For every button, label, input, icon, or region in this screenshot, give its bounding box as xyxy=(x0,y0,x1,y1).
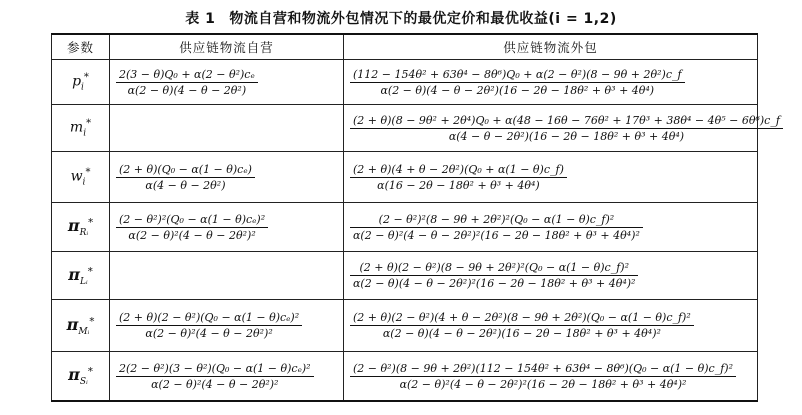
param-star: * xyxy=(83,71,89,83)
formula-numerator: (2 − θ²)²(8 − 9θ + 2θ²)²(Q₀ − α(1 − θ)c_f)² xyxy=(378,212,615,226)
formula-numerator: (2 + θ)(Q₀ − α(1 − θ)cₑ) xyxy=(119,162,252,176)
param-subscript: i xyxy=(81,82,84,93)
param-subscript: i xyxy=(83,128,87,139)
param-symbol: m xyxy=(69,119,84,136)
header-self-operated: 供应链物流自营 xyxy=(110,34,344,60)
formula-denominator: α(2 − θ)(4 − θ − 2θ²)²(16 − 2θ − 18θ² + θ³ + 4θ⁴)² xyxy=(353,277,636,290)
formula-denominator: α(2 − θ)(4 − θ − 2θ²)(16 − 2θ − 18θ² + θ³ + 4θ⁴)² xyxy=(382,327,661,340)
param-subscript: Sᵢ xyxy=(79,376,88,387)
param-subscript: Lᵢ xyxy=(79,276,88,287)
formula-fraction xyxy=(350,212,643,243)
self-operated-cell xyxy=(110,352,344,402)
formula-numerator: (2 + θ)(2 − θ²)(Q₀ − α(1 − θ)cₑ)² xyxy=(119,311,300,324)
table-row xyxy=(52,105,758,152)
param-star: * xyxy=(87,265,93,277)
param-symbol: π xyxy=(68,365,80,385)
formula-fraction xyxy=(350,260,638,291)
param-star: * xyxy=(88,217,94,229)
self-operated-cell xyxy=(110,203,344,252)
param-symbol: w xyxy=(70,168,83,185)
formula-denominator: α(2 − θ)²(4 − θ − 2θ²)² xyxy=(145,327,273,340)
table-row xyxy=(52,60,758,105)
results-table xyxy=(51,33,780,402)
param-cell xyxy=(52,300,110,352)
header-outsourced: 供应链物流外包 xyxy=(344,34,758,60)
param-star: * xyxy=(87,366,93,378)
outsourced-cell xyxy=(344,300,758,352)
table-title: 物流自营和物流外包情况下的最优定价和最优收益(i = 1,2) xyxy=(229,11,617,27)
formula-fraction xyxy=(350,310,694,341)
formula-numerator: (2 − θ²)(8 − 9θ + 2θ²)(112 − 154θ² + 63θ⁴ − 8θ⁶)(Q₀ − α(1 − θ)c_f)² xyxy=(353,361,733,375)
formula-numerator: (2 − θ²)²(Q₀ − α(1 − θ)cₑ)² xyxy=(119,212,266,226)
formula-numerator: (2 + θ)(8 − 9θ² + 2θ⁴)Q₀ + α(48 − 16θ − 76θ² + 17θ³ + 38θ⁴ − 4θ⁵ − 6θ⁶)c_f xyxy=(353,113,780,127)
formula-denominator: α(2 − θ)²(4 − θ − 2θ²)² xyxy=(151,377,279,391)
formula-numerator: (112 − 154θ² + 63θ⁴ − 8θ⁶)Q₀ + α(2 − θ²)(8 − 9θ + 2θ²)c_f xyxy=(353,67,682,81)
table-row xyxy=(52,152,758,203)
formula-denominator: α(4 − θ − 2θ²)(16 − 2θ − 18θ² + θ³ + 4θ⁴) xyxy=(448,129,685,143)
formula-numerator: 2(3 − θ)Q₀ + α(2 − θ²)cₑ xyxy=(119,67,255,81)
self-operated-cell xyxy=(110,60,344,105)
outsourced-cell xyxy=(344,252,758,300)
param-symbol: π xyxy=(67,216,80,236)
formula-denominator: α(2 − θ)²(4 − θ − 2θ²)² xyxy=(128,228,256,242)
table-number: 表 1 xyxy=(185,11,216,27)
param-cell xyxy=(52,252,110,300)
formula-denominator: α(16 − 2θ − 18θ² + θ³ + 4θ⁴) xyxy=(377,178,540,192)
header-param: 参数 xyxy=(52,34,110,60)
table-header-row xyxy=(52,34,758,60)
table-row xyxy=(52,252,758,300)
formula-denominator: α(2 − θ)(4 − θ − 2θ²)(16 − 2θ − 18θ² + θ³ + 4θ⁴) xyxy=(380,83,655,97)
formula-fraction xyxy=(116,212,268,243)
formula-denominator: α(2 − θ)²(4 − θ − 2θ²)²(16 − 2θ − 18θ² + θ³ + 4θ⁴)² xyxy=(353,228,640,242)
param-subscript: i xyxy=(82,177,86,188)
param-cell xyxy=(52,203,110,252)
outsourced-cell xyxy=(344,60,758,105)
table-caption xyxy=(0,8,802,28)
param-symbol: π xyxy=(68,264,80,284)
formula-denominator: α(2 − θ)(4 − θ − 2θ²) xyxy=(127,83,247,97)
param-star: * xyxy=(89,315,95,327)
param-cell xyxy=(52,60,110,105)
param-cell xyxy=(52,152,110,203)
outsourced-cell xyxy=(344,152,758,203)
formula-fraction xyxy=(350,361,736,392)
formula-fraction xyxy=(116,310,302,341)
formula-numerator: 2(2 − θ²)(3 − θ²)(Q₀ − α(1 − θ)cₑ)² xyxy=(119,361,311,375)
param-subscript: Rᵢ xyxy=(79,227,89,238)
outsourced-cell xyxy=(344,352,758,402)
formula-denominator: α(4 − θ − 2θ²) xyxy=(145,178,226,192)
param-star: * xyxy=(86,117,92,129)
table-row xyxy=(52,300,758,352)
param-cell xyxy=(52,352,110,402)
formula-fraction xyxy=(350,67,685,98)
self-operated-cell xyxy=(110,300,344,352)
table-row xyxy=(52,203,758,252)
formula-numerator: (2 + θ)(2 − θ²)(4 + θ − 2θ²)(8 − 9θ + 2θ²)(Q₀ − α(1 − θ)c_f)² xyxy=(353,311,691,324)
self-operated-cell-empty xyxy=(110,105,344,152)
formula-numerator: (2 + θ)(2 − θ²)(8 − 9θ + 2θ²)²(Q₀ − α(1 − θ)c_f)² xyxy=(359,261,629,274)
formula-fraction xyxy=(350,162,567,193)
param-cell xyxy=(52,105,110,152)
formula-fraction xyxy=(116,162,255,193)
formula-denominator: α(2 − θ)²(4 − θ − 2θ²)²(16 − 2θ − 18θ² + θ³ + 4θ⁴)² xyxy=(399,377,687,391)
param-symbol: p xyxy=(72,73,82,90)
table-row xyxy=(52,352,758,402)
self-operated-cell-empty xyxy=(110,252,344,300)
formula-fraction xyxy=(116,361,314,392)
formula-fraction xyxy=(116,67,258,98)
self-operated-cell xyxy=(110,152,344,203)
param-subscript: Mᵢ xyxy=(78,326,90,337)
param-star: * xyxy=(85,166,91,178)
outsourced-cell xyxy=(344,105,780,152)
param-symbol: π xyxy=(66,314,79,334)
outsourced-cell xyxy=(344,203,758,252)
formula-numerator: (2 + θ)(4 + θ − 2θ²)(Q₀ + α(1 − θ)c_f) xyxy=(353,162,564,176)
formula-fraction xyxy=(350,113,783,144)
